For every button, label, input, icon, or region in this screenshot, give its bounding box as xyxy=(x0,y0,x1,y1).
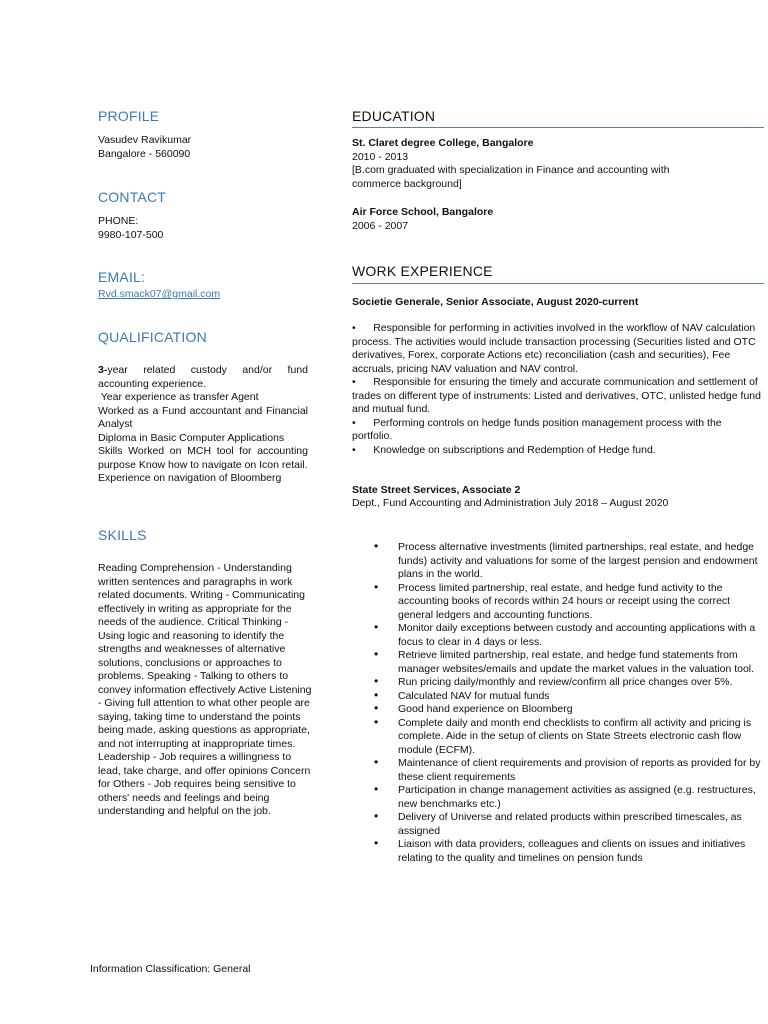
job2-subtitle: Dept., Fund Accounting and Administration July 2018 – August 2020 xyxy=(352,497,669,509)
work-heading: WORK EXPERIENCE xyxy=(352,263,493,279)
education-heading: EDUCATION xyxy=(352,108,436,124)
bullet-icon: • xyxy=(374,836,379,850)
bullet-icon: • xyxy=(352,322,356,334)
qualification-line: Diploma in Basic Computer Applications xyxy=(98,431,285,444)
skills-text: Reading Comprehension - Understanding written sentences and paragraphs in work related documents. Writing - Communicating effectively in writing as appropriate for the needs of the audience. Critical Thinking - Using logic and reasoning to identify the strengths and weaknesses of alternative solutions, conclusions or approaches to problems. Speaking - Talking to others to convey information effectively Active Listening - Giving full attention to what other people are saying, taking time to understand the points being made, asking questions as appropriate, and not interrupting at inappropriate times. Leadership - Job requires a willingness to lead, take charge, and offer opinions Concern for Others - Job requires being sensitive to others' needs and feelings and being understanding and helpful on the job. xyxy=(98,562,312,817)
job2-bullets xyxy=(372,541,764,865)
job1-bullet: • Responsible for performing in activities involved in the workflow of NAV calculation process. The activities would include transaction processing (Securities listed and OTC derivatives, Forex, corporate Actions etc) reconciliation (cash and securities), Fee accruals, pricing NAV valuation and NAV control. xyxy=(352,322,756,375)
job2-bullet: • Process alternative investments (limited partnerships, real estate, and hedge funds) activity and valuations for some of the largest pension and endowment plans in the world. xyxy=(374,539,758,580)
job1-bullet: • Knowledge on subscriptions and Redemption of Hedge fund. xyxy=(352,443,656,456)
qualification-line: Skills Worked on MCH tool for accounting purpose Know how to navigate on Icon retail. xyxy=(98,445,308,471)
job2-bullet: • Liaison with data providers, colleagues and clients on issues and initiatives relating to the quality and timelines on pension funds xyxy=(374,836,746,864)
email-heading: EMAIL: xyxy=(98,269,146,285)
bullet-icon: • xyxy=(352,376,356,388)
bullet-icon: • xyxy=(374,647,379,661)
work-rule xyxy=(352,283,764,284)
job2-bullet: • Delivery of Universe and related products within prescribed timescales, as assigned xyxy=(374,809,742,837)
qualification-lead xyxy=(98,364,308,391)
education-entry xyxy=(352,137,764,191)
qualification-block xyxy=(98,364,308,486)
qualification-line: Year experience as transfer Agent xyxy=(98,391,259,403)
skills-heading: SKILLS xyxy=(98,527,147,543)
bullet-icon: • xyxy=(374,701,379,715)
education-years: 2006 - 2007 xyxy=(352,219,409,232)
bullet-icon: • xyxy=(374,809,379,823)
job2-bullet: • Run pricing daily/monthly and review/confirm all price changes over 5%. xyxy=(374,674,733,688)
footer-classification: Information Classification: General xyxy=(90,963,251,975)
job1-bullet: • Responsible for ensuring the timely and accurate communication and settlement of trades on different type of instruments: Listed and derivatives, OTC, unlisted hedge fund and mutual fund. xyxy=(352,376,761,415)
education-school: Air Force School, Bangalore xyxy=(352,206,494,218)
education-years: 2010 - 2013 xyxy=(352,150,409,163)
job2-title: State Street Services, Associate 2 xyxy=(352,484,521,496)
education-detail: [B.com graduated with specialization in Finance and accounting with commerce background] xyxy=(352,164,670,190)
qualification-lead-text: year related custody and/or fund accounting experience. xyxy=(98,364,308,390)
education-school: St. Claret degree College, Bangalore xyxy=(352,137,534,149)
qualification-line: Experience on navigation of Bloomberg xyxy=(98,472,282,484)
bullet-icon: • xyxy=(374,620,379,634)
phone-number: 9980-107-500 xyxy=(98,228,164,241)
bullet-icon: • xyxy=(374,674,379,688)
profile-heading: PROFILE xyxy=(98,108,160,124)
profile-location: Bangalore - 560090 xyxy=(98,147,191,160)
education-entry xyxy=(352,206,764,233)
job2-bullet: • Good hand experience on Bloomberg xyxy=(374,701,573,715)
education-rule xyxy=(352,127,764,128)
bullet-icon: • xyxy=(352,443,356,456)
bullet-icon: • xyxy=(374,579,379,594)
qualification-heading: QUALIFICATION xyxy=(98,329,207,345)
bullet-icon: • xyxy=(374,687,379,702)
job1-bullet: • Performing controls on hedge funds position management process with the portfolio. xyxy=(352,416,722,442)
bullet-icon: • xyxy=(352,416,356,429)
job2-bullet: • Calculated NAV for mutual funds xyxy=(374,687,550,702)
contact-block xyxy=(98,215,308,242)
job2-bullet: • Maintenance of client requirements and provision of reports as provided for by these client requirements xyxy=(374,755,761,783)
job2-bullet: • Monitor daily exceptions between custody and accounting applications with a focus to clear in 4 days or less. xyxy=(374,620,756,648)
profile-name: Vasudev Ravikumar xyxy=(98,134,192,146)
bullet-icon: • xyxy=(374,755,379,769)
email-link[interactable]: Rvd.smack07@gmail.com xyxy=(98,288,221,300)
qualification-lead-bold: 3- xyxy=(98,364,108,376)
profile-block xyxy=(98,134,308,161)
job2-bullet: • Process limited partnership, real estate, and hedge fund activity to the accounting books of records within 24 hours or receipt using the correct general ledgers and accounting functions. xyxy=(374,579,731,621)
qualification-line: Worked as a Fund accountant and Financial Analyst xyxy=(98,404,308,430)
job1-bullets xyxy=(352,322,764,457)
phone-label: PHONE: xyxy=(98,215,139,227)
contact-heading: CONTACT xyxy=(98,189,167,205)
bullet-icon: • xyxy=(374,539,379,553)
job2-bullet: • Retrieve limited partnership, real estate, and hedge fund statements from manager websites/emails and update the market values in the valuation tool. xyxy=(374,647,755,675)
bullet-icon: • xyxy=(374,782,379,796)
job2-bullet: • Participation in change management activities as assigned (e.g. restructures, new benchmarks etc.) xyxy=(374,782,756,810)
bullet-icon: • xyxy=(374,714,379,729)
job1-title: Societie Generale, Senior Associate, August 2020-current xyxy=(352,296,639,308)
job2-bullet: • Complete daily and month end checklists to confirm all activity and pricing is complete. Aide in the setup of clients on State Streets electronic cash flow module (ECFM). xyxy=(374,714,752,756)
